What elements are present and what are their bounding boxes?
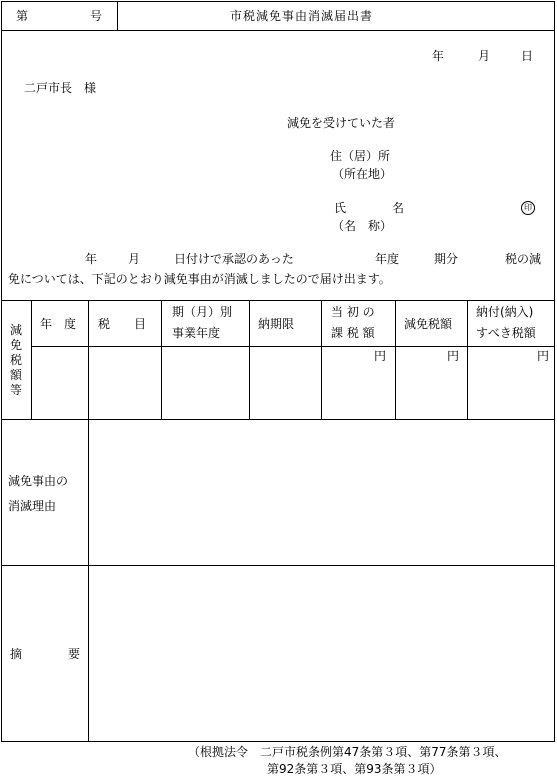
- date-year: 年: [432, 49, 445, 63]
- header-initial-line2: 課 税 額: [331, 326, 375, 340]
- form-title: 市税減免事由消滅届出書: [230, 9, 374, 23]
- statement-zei: 税の減: [505, 252, 542, 266]
- statement-kibun: 期分: [434, 252, 459, 266]
- seal-mark: 印: [521, 201, 535, 215]
- header-period-line2: 事業年度: [172, 326, 221, 340]
- date-day: 日: [521, 49, 534, 63]
- name-sublabel: （名 称）: [332, 219, 393, 233]
- statement-nendo: 年度: [375, 252, 400, 266]
- name-label-shi: 氏: [334, 201, 347, 215]
- applicant-label: 減免を受けていた者: [287, 116, 396, 130]
- number-go: 号: [90, 9, 103, 23]
- address-sublabel: （所在地）: [332, 167, 393, 181]
- remarks-label-right: 要: [68, 647, 81, 661]
- row-label-exemption: 減免税額等: [9, 323, 22, 397]
- table-top-line: [1, 300, 555, 301]
- cell-payable-amount[interactable]: [468, 347, 554, 419]
- number-dai: 第: [16, 9, 29, 23]
- header-due-date: 納期限: [258, 317, 295, 331]
- statement-line2: 免については、下記のとおり減免事由が消滅しましたので届け出ます。: [8, 272, 391, 286]
- remarks-field[interactable]: [89, 566, 554, 740]
- unit-exempt-yen: 円: [447, 349, 460, 363]
- cell-initial-amount[interactable]: [322, 347, 395, 419]
- cell-due-date[interactable]: [250, 347, 321, 419]
- reason-field[interactable]: [89, 420, 554, 565]
- unit-initial-yen: 円: [374, 349, 387, 363]
- header-initial-line1: 当 初 の: [331, 305, 375, 319]
- name-label-mei: 名: [392, 201, 405, 215]
- header-year: 年 度: [40, 317, 77, 331]
- cell-tax-item[interactable]: [89, 347, 161, 419]
- statement-day-text: 日付けで承認のあった: [174, 252, 294, 266]
- cell-year[interactable]: [32, 347, 88, 419]
- reason-label-line2: 消滅理由: [8, 499, 57, 513]
- date-month: 月: [478, 49, 491, 63]
- header-payable-line2: すべき税額: [476, 326, 536, 340]
- unit-payable-yen: 円: [537, 349, 550, 363]
- address-label: 住（居）所: [330, 149, 391, 163]
- header-divider: [1, 30, 555, 31]
- cell-exempt-amount[interactable]: [396, 347, 467, 419]
- header-payable-line1: 納付(納入): [476, 305, 534, 319]
- cell-period[interactable]: [162, 347, 249, 419]
- header-vdivider: [117, 1, 118, 30]
- remarks-label-left: 摘: [10, 647, 23, 661]
- header-exempt-amount: 減免税額: [404, 317, 453, 331]
- reason-label-line1: 減免事由の: [8, 474, 69, 488]
- legal-basis-line1: （根拠法令 二戸市税条例第47条第３項、第77条第３項、: [188, 745, 507, 759]
- header-tax-item: 税 目: [98, 317, 147, 331]
- statement-year: 年: [85, 252, 98, 266]
- addressee: 二戸市長 様: [24, 81, 97, 95]
- statement-month: 月: [128, 252, 141, 266]
- legal-basis-line2: 第92条第３項、第93条第３項）: [267, 762, 442, 776]
- header-period-line1: 期（月）別: [172, 305, 233, 319]
